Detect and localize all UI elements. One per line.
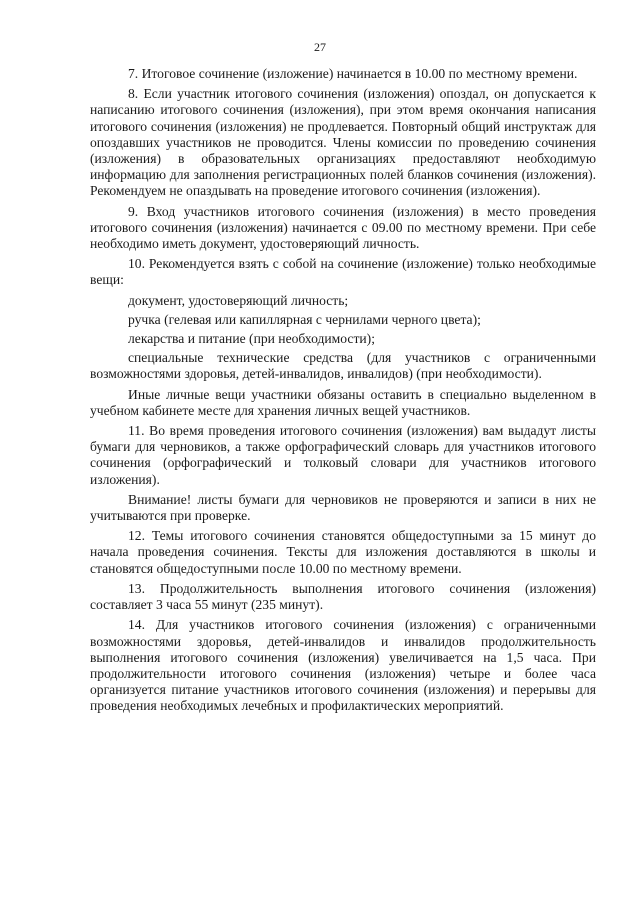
- paragraph-13: 13. Продолжительность выполнения итогового сочинения (изложения) составляет 3 часа 55 минут (235 минут).: [90, 580, 596, 613]
- page-number: 27: [314, 40, 326, 54]
- required-items-list: [90, 293, 596, 383]
- paragraph-11-note: Внимание! листы бумаги для черновиков не проверяются и записи в них не учитываются при проверке.: [90, 491, 596, 524]
- list-item: документ, удостоверяющий личность;: [128, 292, 349, 308]
- list-item: специальные технические средства (для участников с ограниченными возможностями здоровья, детей-инвалидов, инвалидов) (при необходимости).: [90, 350, 596, 382]
- document-body: [90, 66, 596, 719]
- paragraph-7: 7. Итоговое сочинение (изложение) начинается в 10.00 по местному времени.: [128, 66, 578, 81]
- paragraph-10: 10. Рекомендуется взять с собой на сочинение (изложение) только необходимые вещи:: [90, 256, 596, 288]
- paragraph-8: 8. Если участник итогового сочинения (изложения) опоздал, он допускается к написанию итогового сочинения (изложения), при этом время окончания написания итогового сочинения (изложения) не продлевается. Повторный общий инструктаж для опоздавших участников не проводится. Члены комиссии по проведению сочинения (изложения) в образовательных организациях предоставляют необходимую информацию для заполнения регистрационных полей бланков сочинения (изложения). Рекомендуем не опаздывать на проведение итогового сочинения (изложения).: [90, 86, 596, 199]
- paragraph-9: 9. Вход участников итогового сочинения (изложения) в место проведения итогового сочинения (изложения) начинается с 09.00 по местному времени. При себе необходимо иметь документ, удостоверяющий личность.: [90, 203, 596, 252]
- paragraph-14: 14. Для участников итогового сочинения (изложения) с ограниченными возможностями здоровья, детей-инвалидов и инвалидов продолжительность выполнения итогового сочинения (изложения) увеличивается на 1,5 часа. При продолжительности итогового сочинения (изложения) четыре и более часа организуется питание участников итогового сочинения (изложения) и перерывы для проведения необходимых лечебных и профилактических мероприятий.: [90, 617, 596, 714]
- paragraph-11: 11. Во время проведения итогового сочинения (изложения) вам выдадут листы бумаги для черновиков, а также орфографический словарь для участников итогового сочинения (орфографический и толковый словари для участников итогового изложения).: [90, 423, 596, 487]
- paragraph-12: 12. Темы итогового сочинения становятся общедоступными за 15 минут до начала проведения сочинения. Тексты для изложения доставляются в школы и становятся общедоступными после 10.00 по местному времени.: [90, 528, 596, 576]
- list-item: лекарства и питание (при необходимости);: [128, 331, 375, 347]
- list-item: ручка (гелевая или капиллярная с чернилами черного цвета);: [128, 311, 481, 327]
- paragraph-10-personal-items: Иные личные вещи участники обязаны оставить в специально выделенном в учебном кабинете месте для хранения личных вещей участников.: [90, 386, 596, 418]
